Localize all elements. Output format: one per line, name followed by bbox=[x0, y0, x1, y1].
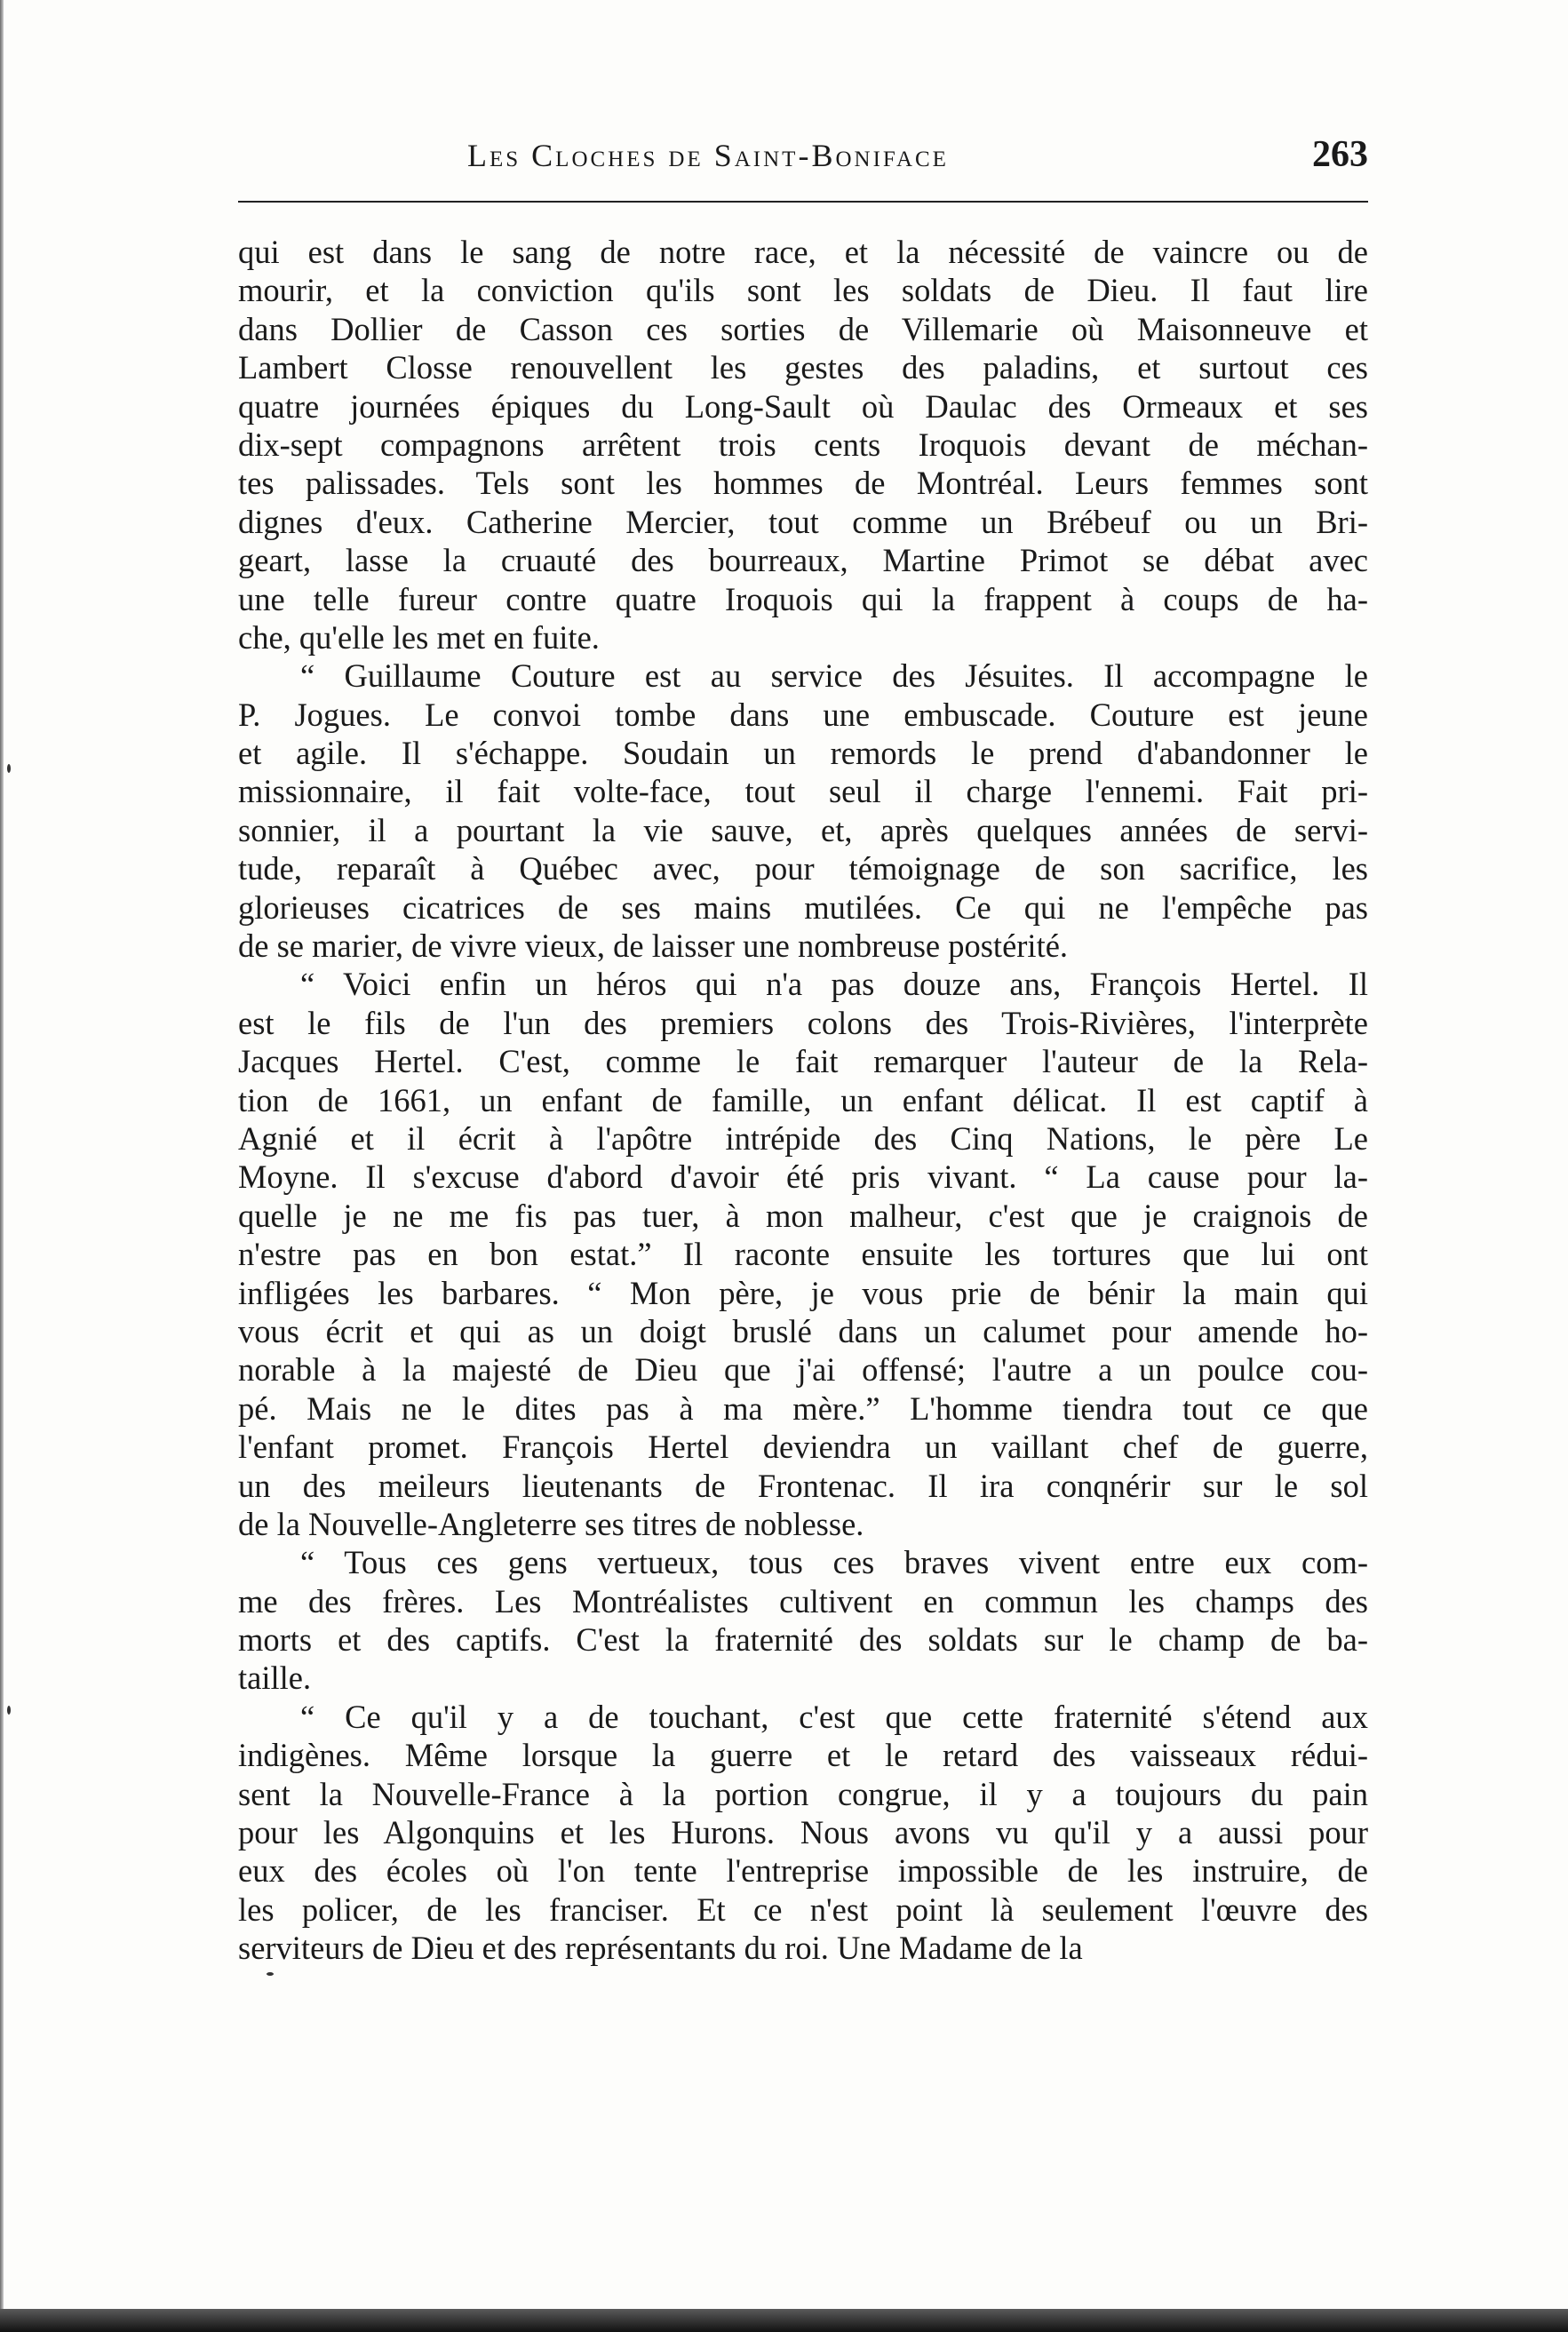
paragraph bbox=[238, 1543, 1368, 1698]
text-line: taille. bbox=[238, 1659, 312, 1697]
text-line: est le fils de l'un des premiers colons des Trois-Rivières, l'interprète bbox=[238, 1004, 1368, 1041]
text-line: geart, lasse la cruauté des bourreaux, Martine Primot se débat avec bbox=[238, 542, 1368, 579]
text-line: Jacques Hertel. C'est, comme le fait remarquer l'auteur de la Rela- bbox=[238, 1043, 1368, 1080]
text-line: un des meileurs lieutenants de Frontenac. Il ira conqnérir sur le sol bbox=[238, 1467, 1368, 1504]
text-line: l'enfant promet. François Hertel deviendra un vaillant chef de guerre, bbox=[238, 1429, 1368, 1466]
text-line: Agnié et il écrit à l'apôtre intrépide des Cinq Nations, le père Le bbox=[238, 1119, 1368, 1157]
text-line: “ Guillaume Couture est au service des Jésuites. Il accompagne le bbox=[300, 657, 1368, 695]
header-rule bbox=[238, 201, 1368, 203]
text-line: che, qu'elle les met en fuite. bbox=[238, 618, 600, 656]
text-line: pour les Algonquins et les Hurons. Nous avons vu qu'il y a aussi pour bbox=[238, 1814, 1368, 1851]
text-line: “ Tous ces gens vertueux, tous ces braves vivent entre eux com- bbox=[300, 1544, 1368, 1581]
body-text bbox=[238, 233, 1368, 1968]
text-line: indigènes. Même lorsque la guerre et le retard des vaisseaux rédui- bbox=[238, 1737, 1368, 1774]
paragraph bbox=[238, 233, 1368, 657]
text-line: dans Dollier de Casson ces sorties de Villemarie où Maisonneuve et bbox=[238, 310, 1368, 347]
text-line: et agile. Il s'échappe. Soudain un remords le prend d'abandonner le bbox=[238, 735, 1368, 772]
text-line: eux des écoles où l'on tente l'entreprise impossible de les instruire, de bbox=[238, 1852, 1368, 1890]
running-header bbox=[238, 133, 1368, 183]
paragraph bbox=[238, 965, 1368, 1543]
text-line: glorieuses cicatrices de ses mains mutilées. Ce qui ne l'empêche pas bbox=[238, 888, 1368, 926]
text-line: Lambert Closse renouvellent les gestes des paladins, et surtout ces bbox=[238, 349, 1368, 386]
text-line: missionnaire, il fait volte-face, tout seul il charge l'ennemi. Fait pri- bbox=[238, 773, 1368, 810]
scan-speck bbox=[267, 1972, 274, 1976]
page-number: 263 bbox=[1312, 134, 1368, 175]
text-line: une telle fureur contre quatre Iroquois qui la frappent à coups de ha- bbox=[238, 580, 1368, 617]
text-line: norable à la majesté de Dieu que j'ai offensé; l'autre a un poulce cou- bbox=[238, 1351, 1368, 1389]
scan-left-edge bbox=[0, 0, 4, 2332]
text-line: les policer, de les franciser. Et ce n'est point là seulement l'œuvre des bbox=[238, 1890, 1368, 1928]
text-line: mourir, et la conviction qu'ils sont les soldats de Dieu. Il faut lire bbox=[238, 272, 1368, 309]
text-line: tion de 1661, un enfant de famille, un enfant délicat. Il est captif à bbox=[238, 1081, 1368, 1118]
scan-bottom-edge bbox=[0, 2309, 1568, 2332]
text-line: qui est dans le sang de notre race, et la nécessité de vaincre ou de bbox=[238, 234, 1368, 270]
text-line: quelle je ne me fis pas tuer, à mon malheur, c'est que je craignois de bbox=[238, 1197, 1368, 1234]
scan-speck bbox=[7, 1706, 11, 1715]
text-line: sonnier, il a pourtant la vie sauve, et, après quelques années de servi- bbox=[238, 811, 1368, 848]
text-line: vous écrit et qui as un doigt bruslé dans un calumet pour amende ho- bbox=[238, 1312, 1368, 1349]
running-title: Les Cloches de Saint-Boniface bbox=[467, 138, 949, 173]
text-line: dix-sept compagnons arrêtent trois cents Iroquois devant de méchan- bbox=[238, 426, 1368, 463]
paragraph bbox=[238, 1698, 1368, 1968]
scan-speck bbox=[7, 764, 11, 773]
text-line: dignes d'eux. Catherine Mercier, tout comme un Brébeuf ou un Bri- bbox=[238, 503, 1368, 540]
text-line: P. Jogues. Le convoi tombe dans une embuscade. Couture est jeune bbox=[238, 696, 1368, 733]
text-line: n'estre pas en bon estat.” Il raconte ensuite les tortures que lui ont bbox=[238, 1236, 1368, 1273]
text-line: me des frères. Les Montréalistes cultivent en commun les champs des bbox=[238, 1582, 1368, 1620]
text-line: sent la Nouvelle-France à la portion congrue, il y a toujours du pain bbox=[238, 1775, 1368, 1812]
text-line: quatre journées épiques du Long-Sault où Daulac des Ormeaux et ses bbox=[238, 387, 1368, 425]
text-line: pé. Mais ne le dites pas à ma mère.” L'homme tiendra tout ce que bbox=[238, 1389, 1368, 1427]
text-line: morts et des captifs. C'est la fraternité des soldats sur le champ de ba- bbox=[238, 1621, 1368, 1659]
text-line: tes palissades. Tels sont les hommes de Montréal. Leurs femmes sont bbox=[238, 465, 1368, 502]
text-line: “ Voici enfin un héros qui n'a pas douze ans, François Hertel. Il bbox=[300, 966, 1368, 1003]
text-line: Moyne. Il s'excuse d'abord d'avoir été pris vivant. “ La cause pour la- bbox=[238, 1158, 1368, 1196]
text-line: de la Nouvelle-Angleterre ses titres de noblesse. bbox=[238, 1505, 864, 1542]
text-line: “ Ce qu'il y a de touchant, c'est que cette fraternité s'étend aux bbox=[300, 1698, 1368, 1735]
text-line: tude, reparaît à Québec avec, pour témoignage de son sacrifice, les bbox=[238, 850, 1368, 887]
text-line: de se marier, de vivre vieux, de laisser une nombreuse postérité. bbox=[238, 927, 1069, 965]
text-line: infligées les barbares. “ Mon père, je vous prie de bénir la main qui bbox=[238, 1274, 1368, 1311]
paragraph bbox=[238, 657, 1368, 965]
text-line: serviteurs de Dieu et des représentants du roi. Une Madame de la bbox=[238, 1930, 1083, 1967]
